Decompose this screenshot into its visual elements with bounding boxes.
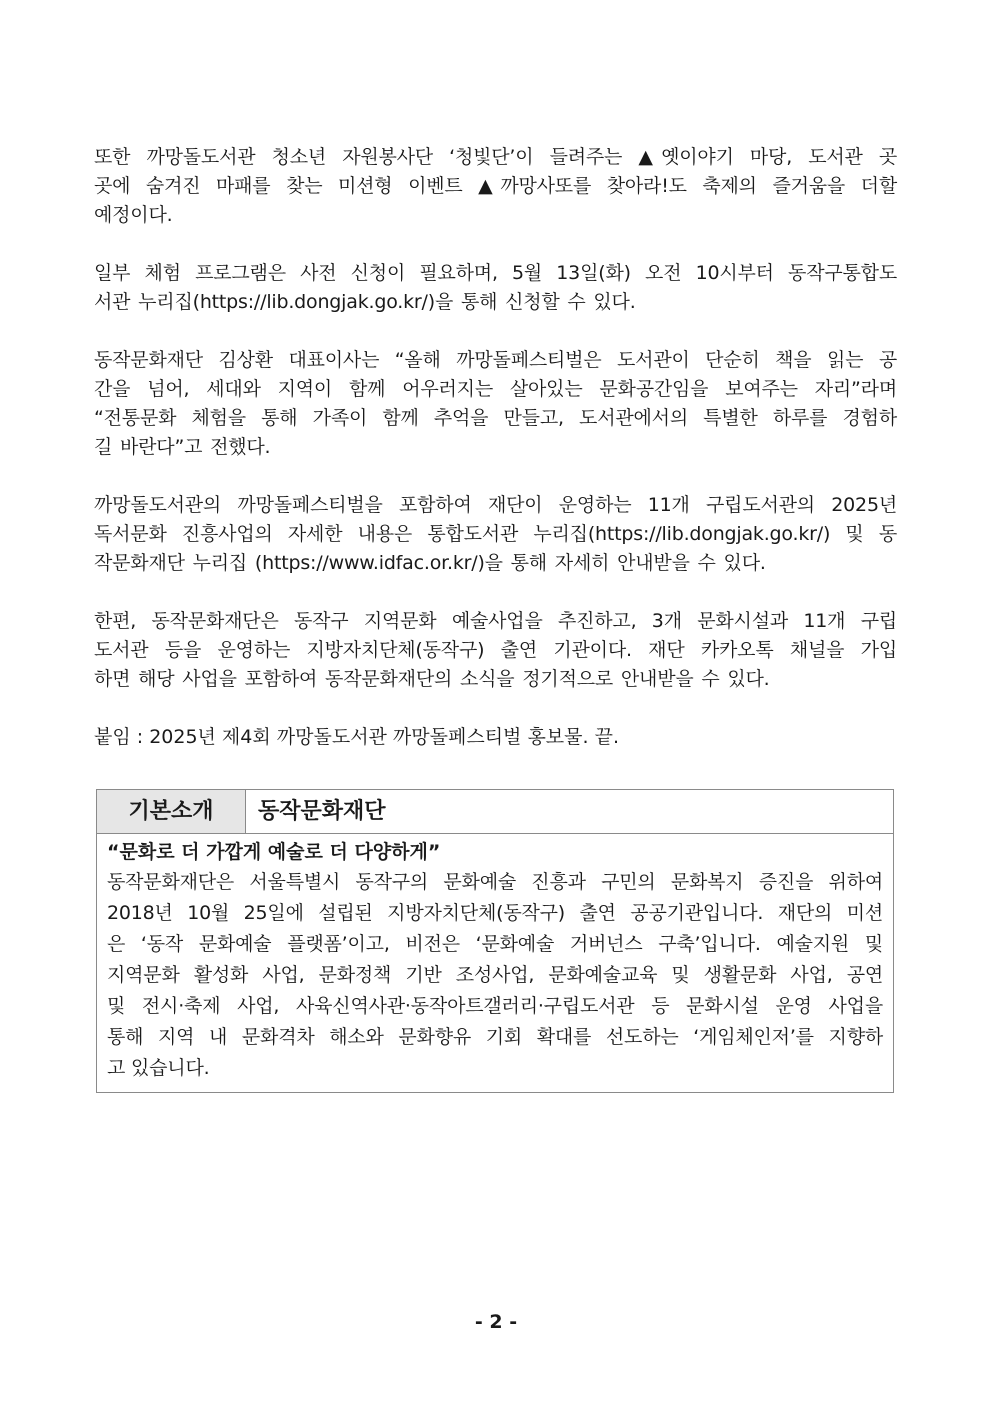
attachment-note: 붙임 : 2025년 제4회 까망돌도서관 까망돌페스티벌 홍보물. 끝. [94, 726, 619, 748]
text-line: 통해 지역 내 문화격차 해소와 문화향유 기회 확대를 선도하는 ‘게임체인저’를 지향하 [107, 1026, 883, 1048]
text-line: 길 바란다”고 전했다. [94, 436, 271, 458]
text-line: 동작문화재단은 서울특별시 동작구의 문화예술 진흥과 구민의 문화복지 증진을 위하여 [107, 871, 883, 893]
text-line: “전통문화 체험을 통해 가족이 함께 추억을 만들고, 도서관에서의 특별한 하루를 경험하 [94, 407, 897, 429]
text-line: 및 전시·축제 사업, 사육신역사관·동작아트갤러리·구립도서관 등 문화시설 운영 사업을 [107, 995, 883, 1017]
paragraph-registration [94, 259, 897, 317]
intro-box [96, 789, 894, 1093]
text-line: 일부 체험 프로그램은 사전 신청이 필요하며, 5월 13일(화) 오전 10시부터 동작구통합도 [94, 262, 897, 284]
text-line: 한편, 동작문화재단은 동작구 지역문화 예술사업을 추진하고, 3개 문화시설과 11개 구립 [94, 610, 897, 632]
text-line: 예정이다. [94, 204, 173, 226]
text-line: 또한 까망돌도서관 청소년 자원봉사단 ‘청빛단’이 들려주는 ▲옛이야기 마당, 도서관 곳 [94, 146, 897, 168]
paragraph-details [94, 491, 897, 578]
text-line: 동작문화재단 김상환 대표이사는 “올해 까망돌페스티벌은 도서관이 단순히 책을 읽는 공 [94, 349, 897, 371]
text-line: 곳에 숨겨진 마패를 찾는 미션형 이벤트 ▲까망사또를 찾아라!도 축제의 즐거움을 더할 [94, 175, 897, 197]
text-line: 까망돌도서관의 까망돌페스티벌을 포함하여 재단이 운영하는 11개 구립도서관의 2025년 [94, 494, 897, 516]
document-body [94, 143, 897, 752]
text-line: 지역문화 활성화 사업, 문화정책 기반 조성사업, 문화예술교육 및 생활문화 사업, 공연 [107, 964, 883, 986]
text-line: 하면 해당 사업을 포함하여 동작문화재단의 소식을 정기적으로 안내받을 수 있다. [94, 668, 770, 690]
text-line: 도서관 등을 운영하는 지방자치단체(동작구) 출연 기관이다. 재단 카카오톡 채널을 가입 [94, 639, 897, 661]
text-line: 고 있습니다. [107, 1057, 210, 1079]
intro-box-tag: 기본소개 [97, 790, 246, 833]
intro-box-body [97, 834, 893, 1092]
text-line: 간을 넘어, 세대와 지역이 함께 어우러지는 살아있는 문화공간임을 보여주는 자리”라며 [94, 378, 897, 400]
intro-box-slogan: “문화로 더 가깝게 예술로 더 다양하게” [107, 841, 441, 863]
text-line: 서관 누리집(https://lib.dongjak.go.kr/)을 통해 신청할 수 있다. [94, 291, 636, 313]
text-line: 독서문화 진흥사업의 자세한 내용은 통합도서관 누리집(https://lib.dongjak.go.kr/) 및 동 [94, 523, 897, 545]
paragraph-events [94, 143, 897, 230]
text-line: 작문화재단 누리집 (https://www.idfac.or.kr/)을 통해 자세히 안내받을 수 있다. [94, 552, 766, 574]
intro-box-title: 동작문화재단 [258, 799, 386, 824]
paragraph-ceo-quote [94, 346, 897, 462]
text-line: 2018년 10월 25일에 설립된 지방자치단체(동작구) 출연 공공기관입니다. 재단의 미션 [107, 902, 883, 924]
intro-box-header [97, 790, 893, 834]
paragraph-foundation [94, 607, 897, 694]
text-line: 은 ‘동작 문화예술 플랫폼’이고, 비전은 ‘문화예술 거버넌스 구축’입니다. 예술지원 및 [107, 933, 883, 955]
page-number: - 2 - [474, 1311, 518, 1333]
